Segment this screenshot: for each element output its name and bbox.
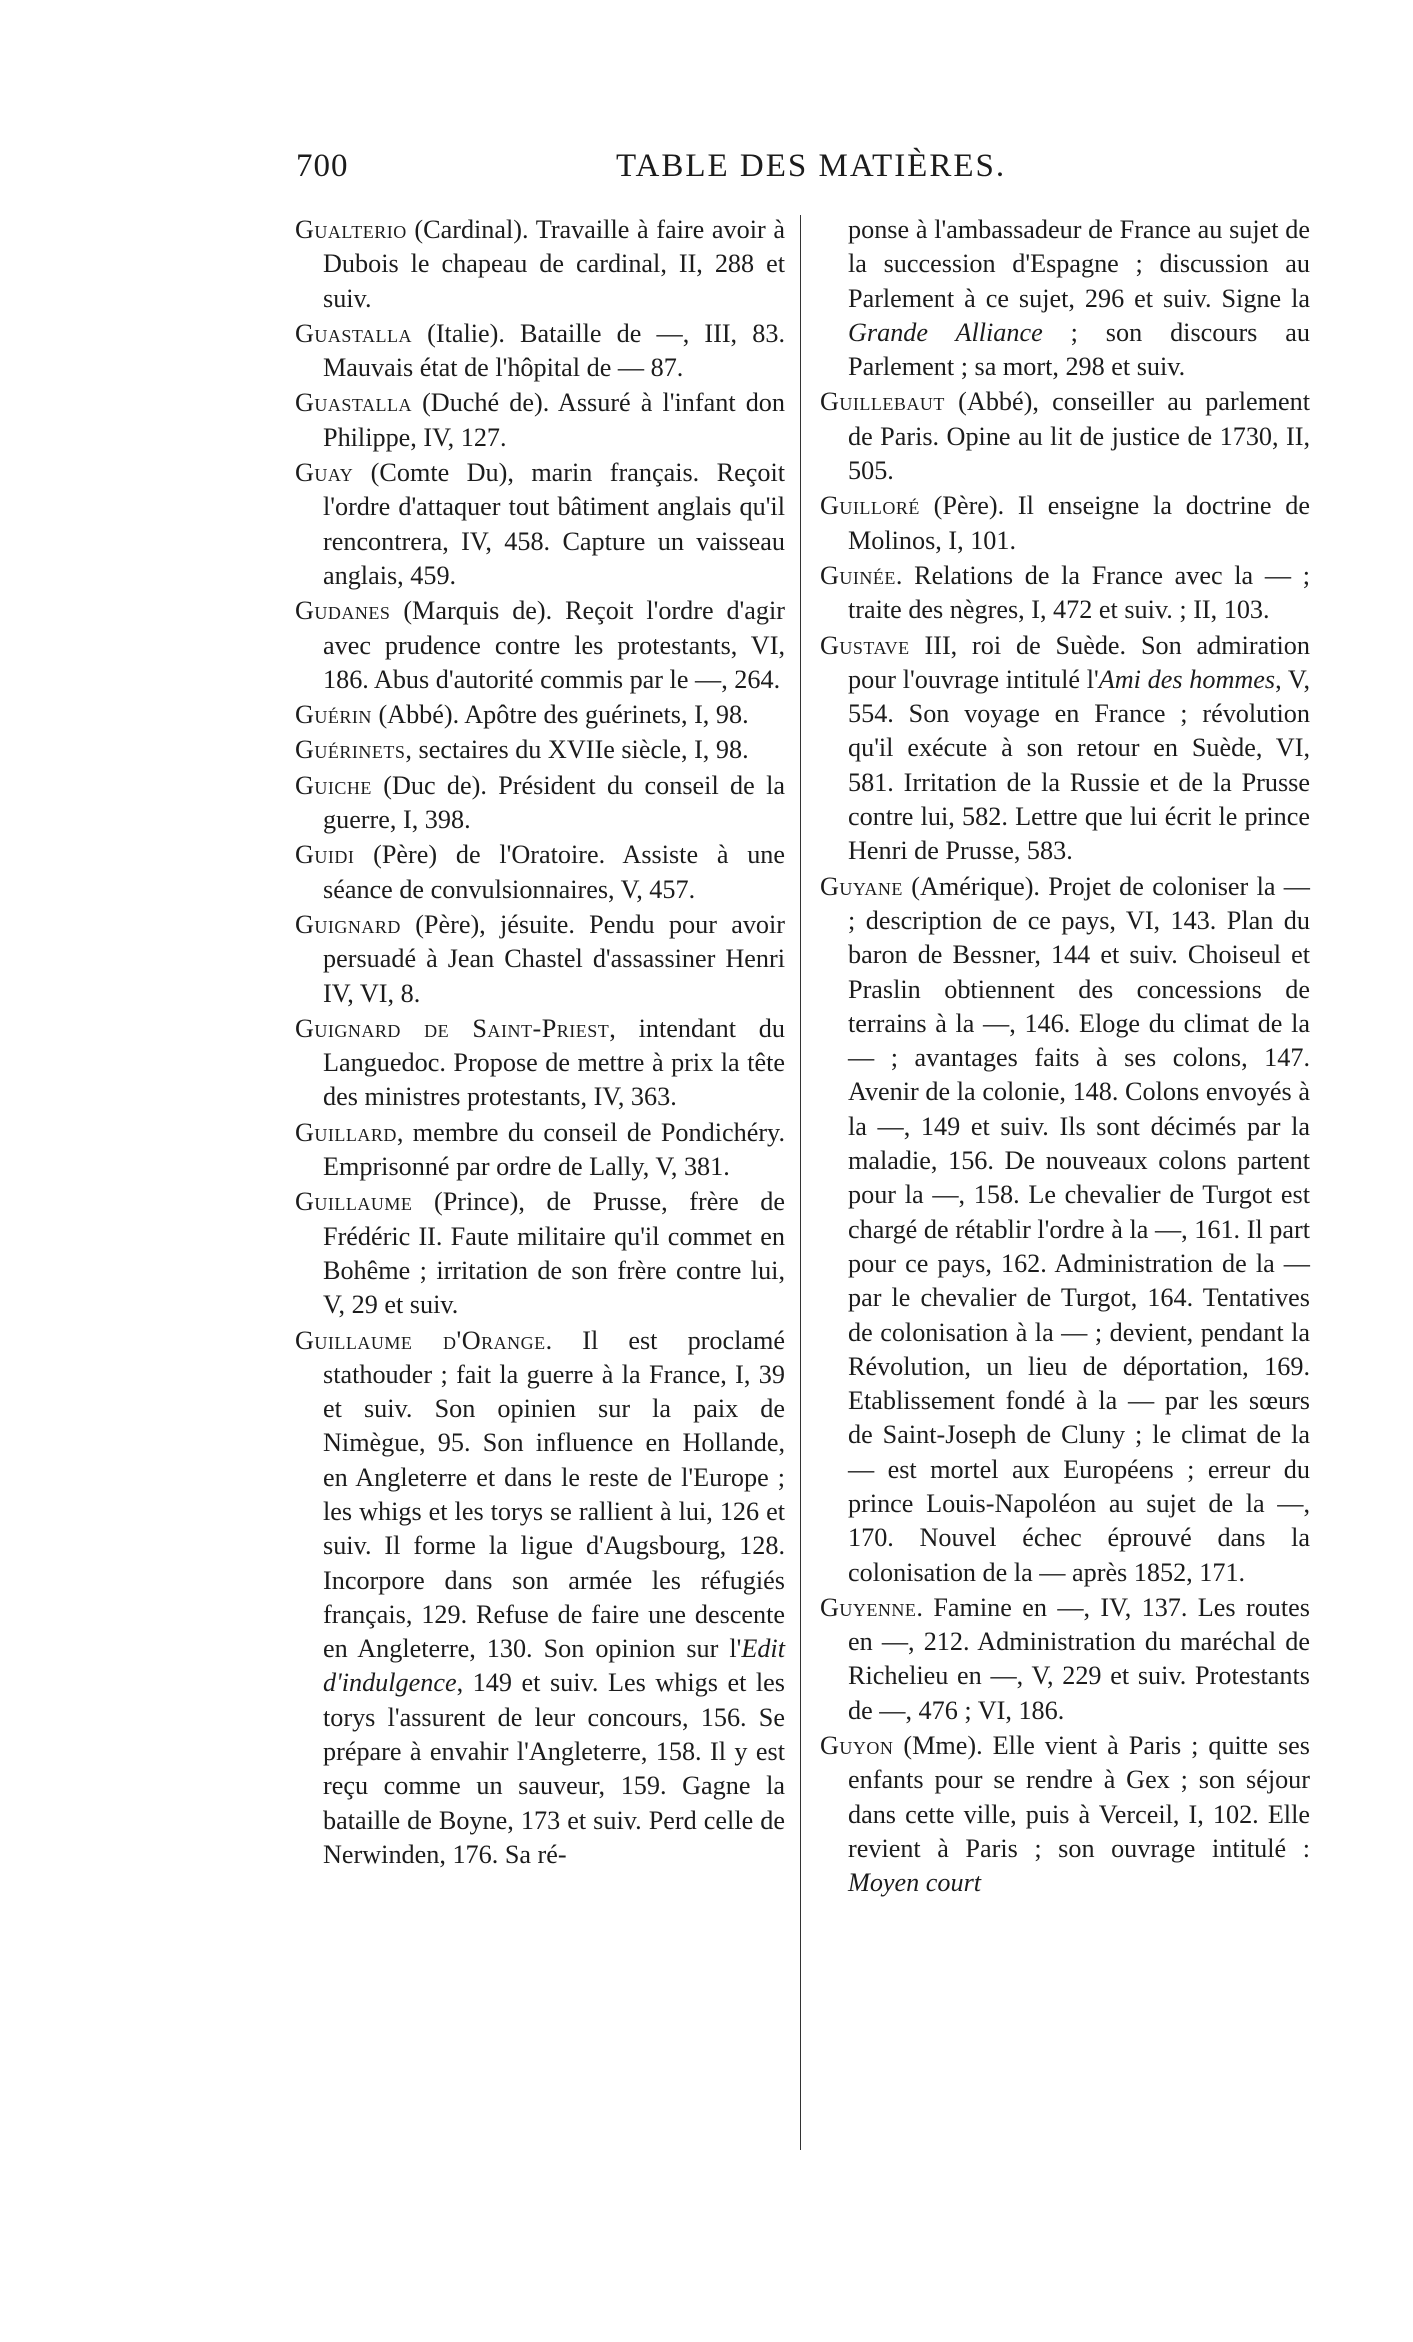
entry-text: , membre du conseil de Pondichéry. Emprisonné par ordre de Lally, V, 381. — [323, 1117, 785, 1182]
running-header — [296, 148, 1316, 192]
entry-text: (Italie). Bataille de —, III, 83. Mauvais état de l'hôpital de — 87. — [323, 318, 785, 383]
entry-text: (Amérique). Projet de coloniser la — ; description de ce pays, VI, 143. Plan du baron de Bessner, 144 et suiv. Choiseul et Praslin obtiennent des concessions de terrains à la —, 146. Eloge du climat de la — ; avantages faits à ses colons, 147. Avenir de la colonie, 148. Colons envoyés à la —, 149 et suiv. Ils sont décimés par la maladie, 156. De nouveaux colons partent pour la —, 158. Le chevalier de Turgot est chargé de rétablir l'ordre à la —, 161. Il part pour ce pays, 162. Administration de la — par le chevalier de Turgot, 164. Tentatives de colonisation à la — ; devient, pendant la Révolution, un lieu de déportation, 169. Etablissement fondé à la — par les sœurs de Saint-Joseph de Cluny ; le climat de la — est mortel aux Européens ; erreur du prince Louis-Napoléon au sujet de la —, 170. Nouvel échec éprouvé dans la colonisation de la — après 1852, 171. — [848, 871, 1310, 1587]
entry-headword: Guérin — [295, 700, 372, 730]
index-entry — [820, 1729, 1310, 1900]
index-entry-continuation — [820, 213, 1310, 384]
entry-headword: Gualterio — [295, 215, 407, 244]
index-entry — [820, 559, 1310, 628]
entry-headword: Guay — [295, 458, 354, 488]
index-entry — [820, 385, 1310, 488]
entry-text-tail: ; son discours au Parlement ; sa mort, 298 et suiv. — [848, 317, 1310, 382]
entry-text: III, roi de Suède. Son admiration pour l'ouvrage intitulé l' — [848, 630, 1310, 694]
entry-headword: Guillard — [295, 1117, 397, 1147]
index-entry — [295, 213, 785, 316]
page-number: 700 — [296, 148, 349, 184]
entry-text: (Père), jésuite. Pendu pour avoir persuadé à Jean Chastel d'assassiner Henri IV, VI, 8. — [323, 909, 785, 1008]
entry-text: (Prince), de Prusse, frère de Frédéric II. Faute militaire qu'il commet en Bohême ; irritation de son frère contre lui, V, 29 et suiv. — [323, 1187, 785, 1320]
entry-headword: Guillaume d'Orange — [295, 1325, 546, 1355]
entry-text-tail: , V, 554. Son voyage en France ; révolution qu'il exécute à son retour en Suède, VI, 581. Irritation de la Russie et de la Prusse contre lui, 582. Lettre que lui écrit le prince Henri de Prusse, 583. — [848, 664, 1310, 866]
entry-text: ponse à l'ambassadeur de France au sujet de la succession d'Espagne ; discussion au Parlement à ce sujet, 296 et suiv. Signe la — [848, 215, 1310, 313]
entry-headword: Gustave — [820, 630, 910, 660]
entry-headword: Guillebaut — [820, 387, 945, 417]
entry-italic-title: Ami des hommes — [1098, 664, 1276, 694]
index-entry — [295, 1012, 785, 1115]
entry-text-tail: , 149 et suiv. Les whigs et les torys l'assurent de leur concours, 156. Se prépare à envahir l'Angleterre, 158. Il y est reçu comme un sauveur, 159. Gagne la bataille de Boyne, 173 et suiv. Perd celle de Nerwinden, 176. Sa ré- — [323, 1668, 785, 1869]
entry-headword: Guilloré — [820, 491, 920, 521]
entry-headword: Guillaume — [295, 1187, 413, 1217]
entry-text: . Relations de la France avec la — ; traite des nègres, I, 472 et suiv. ; II, 103. — [848, 560, 1310, 625]
entry-headword: Guastalla — [295, 388, 412, 418]
index-entry — [295, 594, 785, 697]
entry-text: (Duc de). Président du conseil de la guerre, I, 398. — [323, 770, 785, 835]
index-column-right — [820, 213, 1310, 1902]
index-entry — [295, 1116, 785, 1185]
entry-text: , intendant du Languedoc. Propose de mettre à prix la tête des ministres protestants, IV, 363. — [323, 1013, 785, 1112]
index-entry — [295, 1324, 785, 1873]
index-entry — [295, 456, 785, 593]
entry-text: (Mme). Elle vient à Paris ; quitte ses enfants pour se rendre à Gex ; son séjour dans cette ville, puis à Verceil, I, 102. Elle revient à Paris ; son ouvrage intitulé : — [848, 1731, 1310, 1863]
index-entry — [295, 1185, 785, 1322]
index-entry — [295, 317, 785, 386]
entry-headword: Guinée — [820, 560, 896, 590]
entry-headword: Guyon — [820, 1731, 894, 1761]
entry-text: , sectaires du XVIIe siècle, I, 98. — [405, 735, 749, 765]
entry-headword: Guidi — [295, 840, 355, 870]
entry-text: (Marquis de). Reçoit l'ordre d'agir avec prudence contre les protestants, VI, 186. Abus d'autorité commis par le —, 264. — [323, 596, 785, 694]
index-entry — [295, 908, 785, 1011]
index-entry — [295, 769, 785, 838]
entry-headword: Guignard de Saint-Priest — [295, 1013, 610, 1043]
column-divider — [800, 215, 801, 2150]
entry-italic-title: Edit d'indulgence — [323, 1634, 785, 1698]
entry-headword: Guiche — [295, 770, 372, 800]
index-entry — [295, 698, 785, 732]
entry-text: (Abbé). Apôtre des guérinets, I, 98. — [371, 700, 749, 730]
entry-headword: Guastalla — [295, 318, 412, 348]
entry-text: . Famine en —, IV, 137. Les routes en —, 212. Administration du maréchal de Richelieu en —, V, 229 et suiv. Protestants de —, 476 ; VI, 186. — [848, 1592, 1310, 1725]
entry-text: . Il est proclamé stathouder ; fait la guerre à la France, I, 39 et suiv. Son opinien sur la paix de Nimègue, 95. Son influence en Hollande, en Angleterre et dans le reste de l'Europe ; les whigs et les torys se rallient à lui, 126 et suiv. Il forme la ligue d'Augsbourg, 128. Incorpore dans son armée les réfugiés français, 129. Refuse de faire une descente en Angleterre, 130. Son opinion sur l' — [323, 1325, 785, 1664]
index-entry — [820, 870, 1310, 1590]
entry-text: (Cardinal). Travaille à faire avoir à Dubois le chapeau de cardinal, II, 288 et suiv. — [323, 215, 785, 313]
index-entry — [820, 629, 1310, 869]
entry-italic-title: Grande Alliance — [848, 317, 1043, 347]
entry-text: (Comte Du), marin français. Reçoit l'ordre d'attaquer tout bâtiment anglais qu'il rencontrera, IV, 458. Capture un vaisseau anglais, 459. — [323, 458, 785, 590]
index-entry — [295, 838, 785, 907]
entry-text: (Duché de). Assuré à l'infant don Philippe, IV, 127. — [323, 388, 785, 452]
entry-text: (Père) de l'Oratoire. Assiste à une séance de convulsionnaires, V, 457. — [323, 840, 785, 904]
entry-text: (Abbé), conseiller au parlement de Paris. Opine au lit de justice de 1730, II, 505. — [848, 387, 1310, 486]
index-column-left — [295, 213, 785, 1873]
entry-headword: Guyenne — [820, 1592, 917, 1622]
index-entry — [820, 1591, 1310, 1728]
entry-headword: Guyane — [820, 871, 903, 901]
entry-headword: Guignard — [295, 909, 401, 939]
entry-headword: Gudanes — [295, 596, 391, 626]
running-title: TABLE DES MATIÈRES. — [616, 148, 1007, 184]
index-entry — [295, 733, 785, 767]
index-entry — [820, 489, 1310, 558]
entry-italic-title: Moyen court — [848, 1868, 982, 1898]
entry-headword: Guérinets — [295, 735, 406, 765]
index-entry — [295, 386, 785, 455]
entry-text: (Père). Il enseigne la doctrine de Molinos, I, 101. — [848, 491, 1310, 555]
